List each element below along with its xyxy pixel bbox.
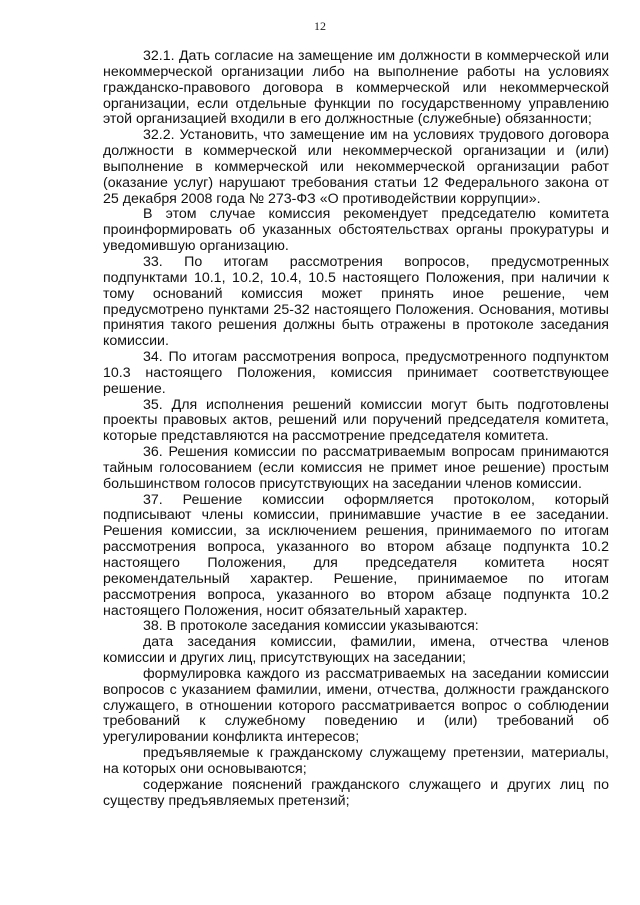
paragraph-36: 36. Решения комиссии по рассматриваемым вопросам принимаются тайным голосованием (если комиссия не примет иное решение) простым большинством голосов присутствующих на заседании членов комиссии. [103,444,609,492]
protocol-item-explanations: содержание пояснений гражданского служащего и других лиц по существу предъявляемых претензий; [103,776,609,809]
document-body [103,49,609,810]
protocol-item-question-wording: формулировка каждого из рассматриваемых на заседании комиссии вопросов с указанием фамилии, имени, отчества, должности гражданского служащего, в отношении которого рассматривается вопрос о соблюдении требований к служебному поведению и (или) требований об урегулировании конфликта интересов; [103,665,609,746]
paragraph-32-2: 32.2. Установить, что замещение им на условиях трудового договора должности в коммерческой или некоммерческой организации и (или) выполнение в коммерческой или некоммерческой организации работ (оказание услуг) нарушают требования статьи 12 Федерального закона от 25 декабря 2008 года № 273-ФЗ «О противодействии коррупции». [103,127,609,207]
paragraph-32-1: 32.1. Дать согласие на замещение им должности в коммерческой или некоммерческой организации либо на выполнение работы на условиях гражданско-правового договора в коммерческой или некоммерческой организации, если отдельные функции по государственному управлению этой организацией входили в его должностные (служебные) обязанности; [103,48,609,128]
protocol-item-meeting-date: дата заседания комиссии, фамилии, имена, отчества членов комиссии и других лиц, присутствующих на заседании; [103,634,609,667]
page-number: 12 [314,19,326,33]
paragraph-32-2-recommendation: В этом случае комиссия рекомендует председателю комитета проинформировать об указанных обстоятельствах органы прокуратуры и уведомившую организацию. [103,206,609,255]
paragraph-33: 33. По итогам рассмотрения вопросов, предусмотренных подпунктами 10.1, 10.2, 10.4, 10.5 настоящего Положения, при наличии к тому оснований комиссия может принять иное решение, чем предусмотрено пунктами 25-32 настоящего Положения. Основания, мотивы принятия такого решения должны быть отражены в протоколе заседания комиссии. [103,253,609,350]
paragraph-37: 37. Решение комиссии оформляется протоколом, который подписывают члены комиссии, принимавшие участие в ее заседании. Решения комиссии, за исключением решения, принимаемого по итогам рассмотрения вопроса, указанного во втором абзаце подпункта 10.2 настоящего Положения, для председателя комитета носят рекомендательный характер. Решение, принимаемое по итогам рассмотрения вопроса, указанного во втором абзаце подпункта 10.2 настоящего Положения, носит обязательный характер. [103,491,609,619]
protocol-item-claims: предъявляемые к гражданскому служащему претензии, материалы, на которых они основываются; [103,745,609,777]
paragraph-38: 38. В протоколе заседания комиссии указываются: [143,618,479,635]
paragraph-35: 35. Для исполнения решений комиссии могут быть подготовлены проекты правовых актов, решений или поручений председателя комитета, которые представляются на рассмотрение председателя комитета. [103,396,609,445]
paragraph-34: 34. По итогам рассмотрения вопроса, предусмотренного подпунктом 10.3 настоящего Положения, комиссия принимает соответствующее решение. [103,349,609,397]
